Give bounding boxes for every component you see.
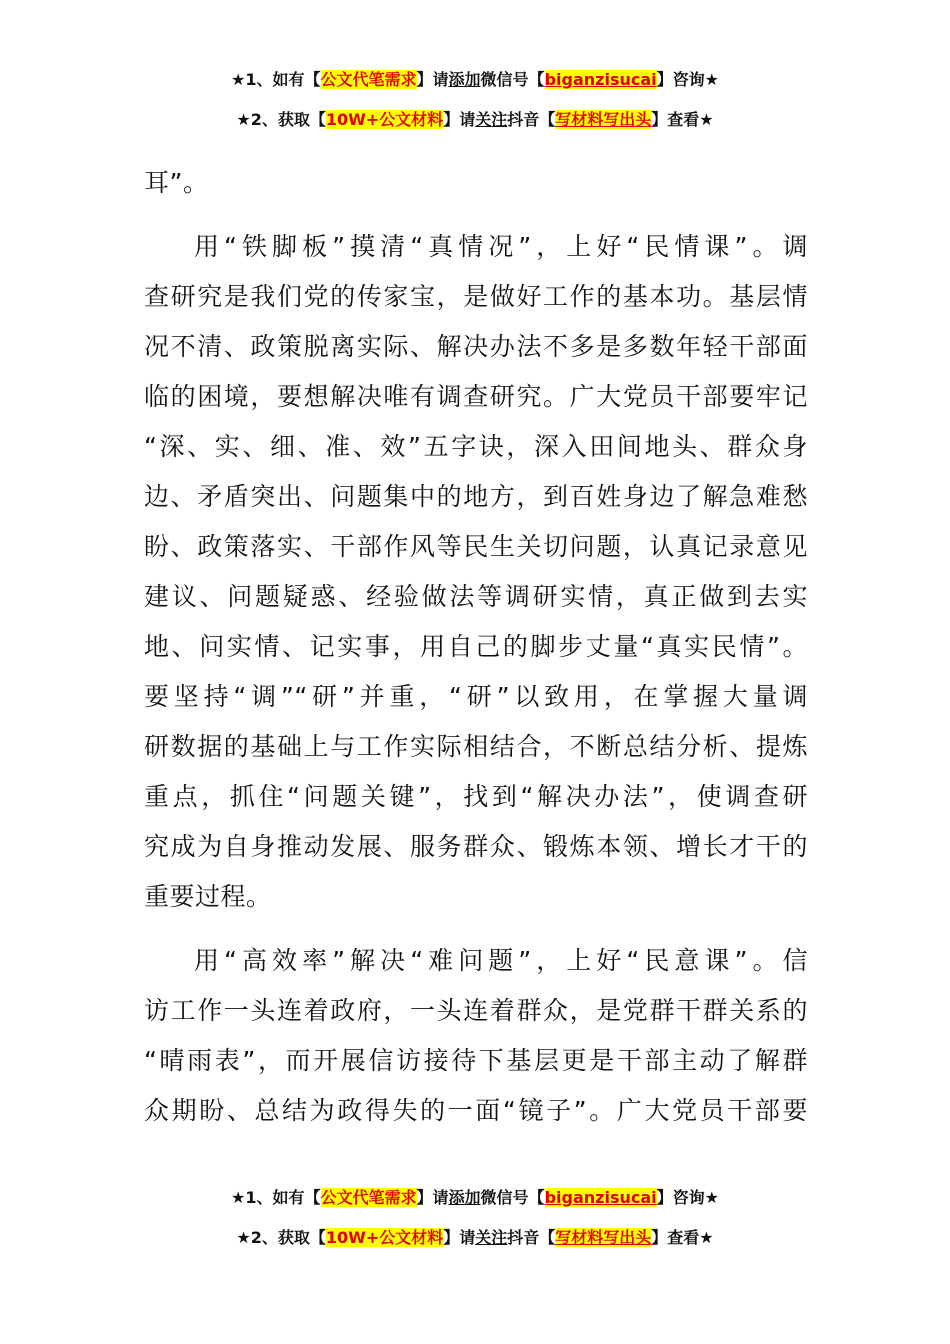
- promo-douyin-id: 写材料写出头: [555, 1228, 652, 1247]
- footer-promo-line-1: [0, 1186, 950, 1210]
- star-icon: ★: [236, 1228, 251, 1247]
- paragraph-1: [144, 222, 808, 922]
- paragraph-line: 用“高效率”解决“难问题”，上好“民意课”。信: [194, 946, 808, 975]
- paragraph-line: “晴雨表”，而开展信访接待下基层更是干部主动了解群: [144, 1046, 808, 1075]
- paragraph-line: 用“铁脚板”摸清“真情况”，上好“民情课”。调: [194, 232, 808, 261]
- promo-text: 微信号【: [480, 1188, 545, 1207]
- promo-highlight-materials: 10W+公文材料: [325, 110, 444, 129]
- promo-underlined-add: 添加: [448, 1188, 481, 1207]
- paragraph-line: 究成为自身推动发展、服务群众、锻炼本领、增长才干的: [144, 832, 808, 861]
- paragraph-line: 要坚持“调”“研”并重，“研”以致用，在掌握大量调: [144, 682, 808, 711]
- paragraph-line: 研数据的基础上与工作实际相结合，不断总结分析、提炼: [144, 732, 808, 761]
- paragraph-2: [144, 936, 808, 1136]
- promo-text: 1、如有【: [245, 1188, 321, 1207]
- promo-text: 微信号【: [480, 70, 545, 89]
- promo-text: 1、如有【: [245, 70, 321, 89]
- paragraph-line: 查研究是我们党的传家宝，是做好工作的基本功。基层情: [144, 282, 808, 311]
- promo-wechat-id: biganzisucai: [544, 1188, 657, 1207]
- paragraph-line: 重要过程。: [144, 882, 272, 911]
- paragraph-line: 况不清、政策脱离实际、解决办法不多是多数年轻干部面: [144, 332, 808, 361]
- paragraph-line: 访工作一头连着政府，一头连着群众，是党群干群关系的: [144, 996, 808, 1025]
- continued-text-line: 耳”。: [144, 168, 209, 197]
- promo-underlined-follow: 关注: [475, 110, 508, 129]
- footer-promo-line-2: [0, 1226, 950, 1250]
- promo-wechat-id: biganzisucai: [544, 70, 657, 89]
- promo-text: 】咨询★: [656, 70, 719, 89]
- promo-text: 】请: [443, 1228, 476, 1247]
- paragraph-line: 重点，抓住“问题关键”，找到“解决办法”，使调查研: [144, 782, 808, 811]
- paragraph-line: 边、矛盾突出、问题集中的地方，到百姓身边了解急难愁: [144, 482, 808, 511]
- promo-text: 抖音【: [507, 110, 556, 129]
- promo-text: 】请: [443, 110, 476, 129]
- promo-text: 】咨询★: [656, 1188, 719, 1207]
- star-icon: ★: [231, 1188, 246, 1207]
- paragraph-line: “深、实、细、准、效”五字诀，深入田间地头、群众身: [144, 432, 808, 461]
- promo-douyin-id: 写材料写出头: [555, 110, 652, 129]
- promo-text: 】查看★: [651, 1228, 714, 1247]
- promo-text: 抖音【: [507, 1228, 556, 1247]
- promo-underlined-follow: 关注: [475, 1228, 508, 1247]
- promo-text: 】请: [416, 1188, 449, 1207]
- paragraph-line: 众期盼、总结为政得失的一面“镜子”。广大党员干部要: [144, 1096, 808, 1125]
- promo-highlight-service: 公文代笔需求: [320, 70, 417, 89]
- document-body: [144, 158, 808, 208]
- promo-text: 2、获取【: [250, 110, 326, 129]
- promo-text: 2、获取【: [250, 1228, 326, 1247]
- promo-underlined-add: 添加: [448, 70, 481, 89]
- star-icon: ★: [236, 110, 251, 129]
- promo-text: 】查看★: [651, 110, 714, 129]
- header-promo-line-1: [0, 68, 950, 92]
- paragraph-line: 临的困境，要想解决唯有调查研究。广大党员干部要牢记: [144, 382, 808, 411]
- promo-text: 】请: [416, 70, 449, 89]
- header-promo-line-2: [0, 108, 950, 132]
- star-icon: ★: [231, 70, 246, 89]
- paragraph-line: 地、问实情、记实事，用自己的脚步丈量“真实民情”。: [144, 632, 808, 661]
- promo-highlight-service: 公文代笔需求: [320, 1188, 417, 1207]
- paragraph-line: 盼、政策落实、干部作风等民生关切问题，认真记录意见: [144, 532, 808, 561]
- paragraph-line: 建议、问题疑惑、经验做法等调研实情，真正做到去实: [144, 582, 808, 611]
- promo-highlight-materials: 10W+公文材料: [325, 1228, 444, 1247]
